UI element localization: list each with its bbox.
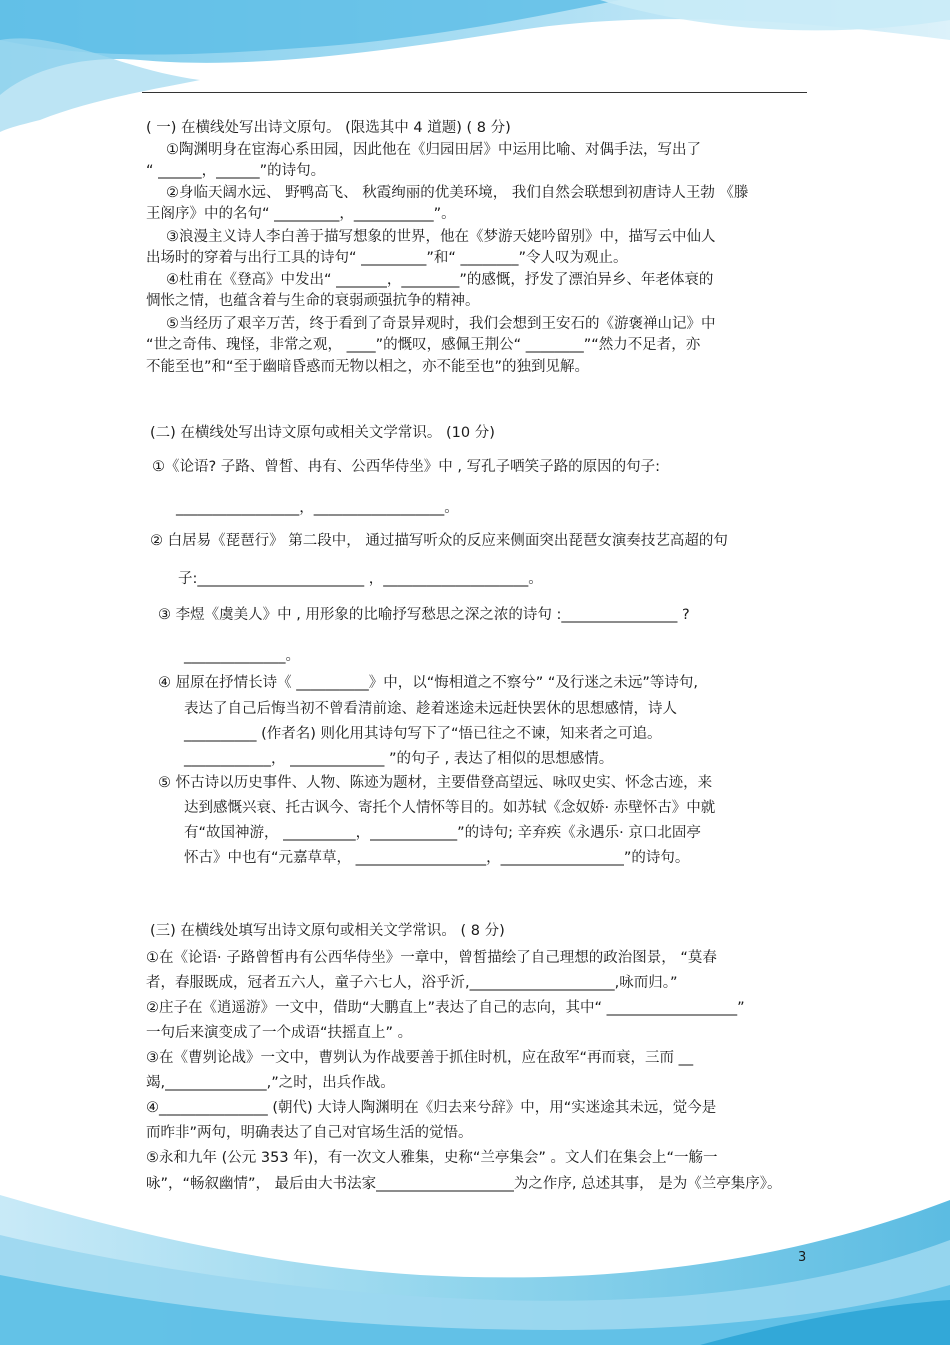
text-line: ⑤ 怀古诗以历史事件、人物、陈迹为题材，主要借登高望远、咏叹史实、怀念古迹，来 — [158, 775, 713, 791]
text-line: ② 白居易《琵琶行》 第二段中， 通过描写听众的反应来侧面突出琵琶女演奏技艺高超的句 — [150, 533, 728, 549]
text-line: _________________，__________________。 — [176, 500, 459, 516]
text-line: ①陶渊明身在宦海心系田园，因此他在《归园田居》中运用比喻、对偶手法，写出了 — [166, 142, 701, 158]
text-line: 一句后来演变成了一个成语“扶摇直上” 。 — [146, 1025, 413, 1041]
text-line: ( 一) 在横线处写出诗文原句。 (限选其中 4 道题) ( 8 分) — [146, 120, 511, 136]
text-line: 者，春服既成，冠者五六人，童子六七人，浴乎沂,____________________,咏而归。” — [146, 975, 678, 991]
text-line: 竭,______________,”之时，出兵作战。 — [146, 1075, 395, 1091]
text-line: __________ (作者名) 则化用其诗句写下了“悟已往之不谏，知来者之可追。 — [184, 726, 662, 742]
header-rule — [142, 92, 807, 93]
text-line: 咏”，“畅叙幽情”， 最后由大书法家___________________为之作序, 总述其事， 是为《兰亭集序》。 — [146, 1176, 782, 1192]
text-line: ⑤永和九年 (公元 353 年)，有一次文人雅集，史称“兰亭集会” 。文人们在集会上“一觞一 — [146, 1150, 718, 1166]
text-line: 有“故国神游， __________，____________”的诗句; 辛弃疾《永遇乐· 京口北固亭 — [184, 825, 701, 841]
text-line: 王阁序》中的名句“ _________，___________”。 — [146, 206, 456, 222]
text-line: ④_______________ (朝代) 大诗人陶渊明在《归去来兮辞》中，用“实迷途其未远，觉今是 — [146, 1100, 717, 1116]
text-line: ③ 李煜《虞美人》中 , 用形象的比喻抒写愁思之深之浓的诗句 :________________ ? — [158, 607, 690, 623]
text-line: ③浪漫主义诗人李白善于描写想象的世界，他在《梦游天姥吟留别》中，描写云中仙人 — [166, 229, 716, 245]
text-line: 怀古》中也有“元嘉草草， __________________，_________________”的诗句。 — [184, 850, 690, 866]
text-line: ①《论语? 子路、曾皙、冉有、公西华侍坐》中 , 写孔子哂笑子路的原因的句子: — [152, 459, 661, 475]
text-line: ____________， _____________ ”的句子 , 表达了相似的思想感情。 — [184, 751, 614, 767]
text-line: ④杜甫在《登高》中发出“ _______，________”的感慨，抒发了漂泊异乡、年老体衰的 — [166, 272, 714, 288]
text-line: (三) 在横线处填写出诗文原句或相关文学常识。 ( 8 分) — [150, 923, 505, 939]
text-line: 惆怅之情，也蕴含着与生命的衰弱顽强抗争的精神。 — [146, 293, 480, 309]
text-line: 出场时的穿着与出行工具的诗句“ _________”和“ ________”令人叹为观止。 — [146, 250, 628, 266]
text-line: 不能至也”和“至于幽暗昏惑而无物以相之，亦不能至也”的独到见解。 — [146, 359, 590, 375]
text-line: 表达了自己后悔当初不曾看清前途、趁着迷途未远赶快罢休的思想感情，诗人 — [184, 701, 677, 717]
text-line: 子:_______________________ ，____________________。 — [178, 571, 543, 587]
text-line: 而昨非”两句，明确表达了自己对官场生活的觉悟。 — [146, 1125, 473, 1141]
text-line: ⑤当经历了艰辛万苦，终于看到了奇景异观时，我们会想到王安石的《游褒禅山记》中 — [166, 316, 716, 332]
text-line: “ ______，______”的诗句。 — [146, 163, 326, 179]
text-line: ______________。 — [184, 648, 300, 664]
text-line: ③在《曹刿论战》一文中，曹刿认为作战要善于抓住时机，应在敌军“再而衰，三而 __ — [146, 1050, 694, 1066]
text-line: 达到感慨兴衰、托古讽今、寄托个人情怀等目的。如苏轼《念奴娇· 赤壁怀古》中就 — [184, 800, 716, 816]
page-number: 3 — [798, 1250, 807, 1265]
text-line: ①在《论语· 子路曾皙冉有公西华侍坐》一章中，曾皙描绘了自己理想的政治图景， “莫春 — [146, 950, 717, 966]
text-line: ②身临天阔水远、 野鸭高飞、 秋霞绚丽的优美环境， 我们自然会联想到初唐诗人王勃 《滕 — [166, 185, 749, 201]
text-line: (二) 在横线处写出诗文原句或相关文学常识。 (10 分) — [150, 425, 495, 441]
text-line: ②庄子在《逍遥游》一文中，借助“大鹏直上”表达了自己的志向，其中“ __________________” — [146, 1000, 745, 1016]
text-line: ④ 屈原在抒情长诗《 __________》中，以“悔相道之不察兮” “及行迷之未远”等诗句, — [158, 675, 698, 691]
text-line: “世之奇伟、瑰怪，非常之观， ____”的慨叹，感佩王荆公“ ________”“然力不足者，亦 — [146, 337, 701, 353]
